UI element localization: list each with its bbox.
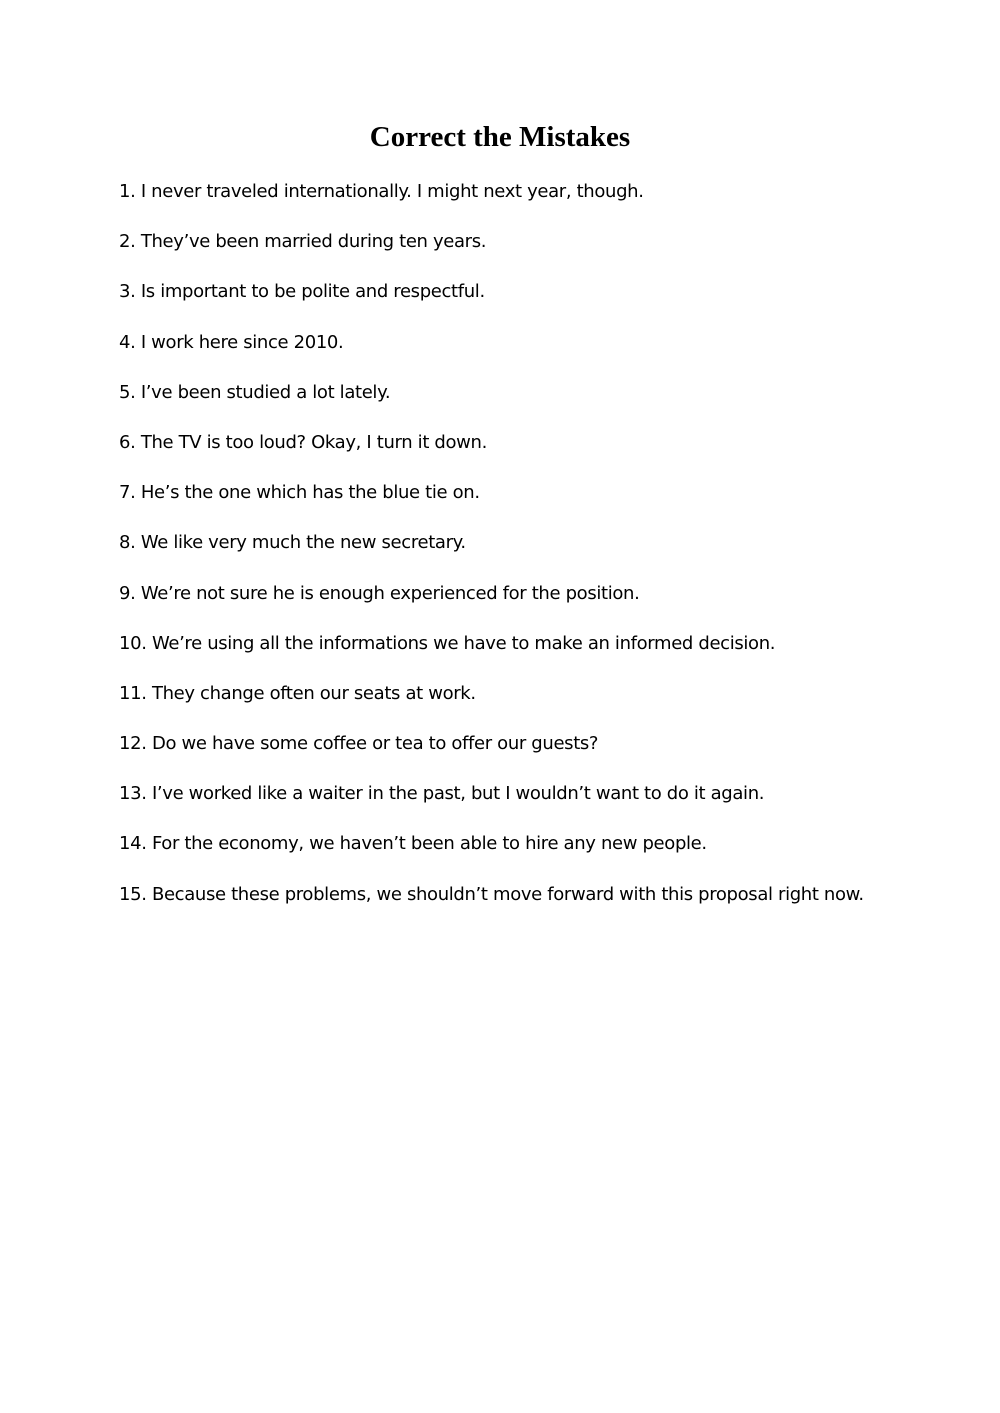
list-item: 2. They’ve been married during ten years. bbox=[119, 231, 487, 253]
list-item: 15. Because these problems, we shouldn’t move forward with this proposal right now. bbox=[119, 883, 864, 905]
list-item: 12. Do we have some coffee or tea to offer our guests? bbox=[119, 733, 599, 755]
sentence-list bbox=[119, 176, 979, 929]
list-item: 9. We’re not sure he is enough experienced for the position. bbox=[119, 582, 640, 604]
list-item: 5. I’ve been studied a lot lately. bbox=[119, 381, 391, 403]
page-title: Correct the Mistakes bbox=[369, 121, 631, 153]
list-item: 7. He’s the one which has the blue tie on. bbox=[119, 482, 480, 504]
list-item: 8. We like very much the new secretary. bbox=[119, 532, 466, 554]
list-item: 13. I’ve worked like a waiter in the past, but I wouldn’t want to do it again. bbox=[119, 783, 765, 805]
list-item: 3. Is important to be polite and respectful. bbox=[119, 281, 485, 303]
list-item: 1. I never traveled internationally. I might next year, though. bbox=[119, 181, 644, 202]
list-item: 4. I work here since 2010. bbox=[119, 331, 344, 353]
list-item: 10. We’re using all the informations we have to make an informed decision. bbox=[119, 632, 776, 654]
list-item: 6. The TV is too loud? Okay, I turn it down. bbox=[119, 431, 487, 453]
list-item: 11. They change often our seats at work. bbox=[119, 682, 476, 704]
list-item: 14. For the economy, we haven’t been able to hire any new people. bbox=[119, 833, 707, 855]
